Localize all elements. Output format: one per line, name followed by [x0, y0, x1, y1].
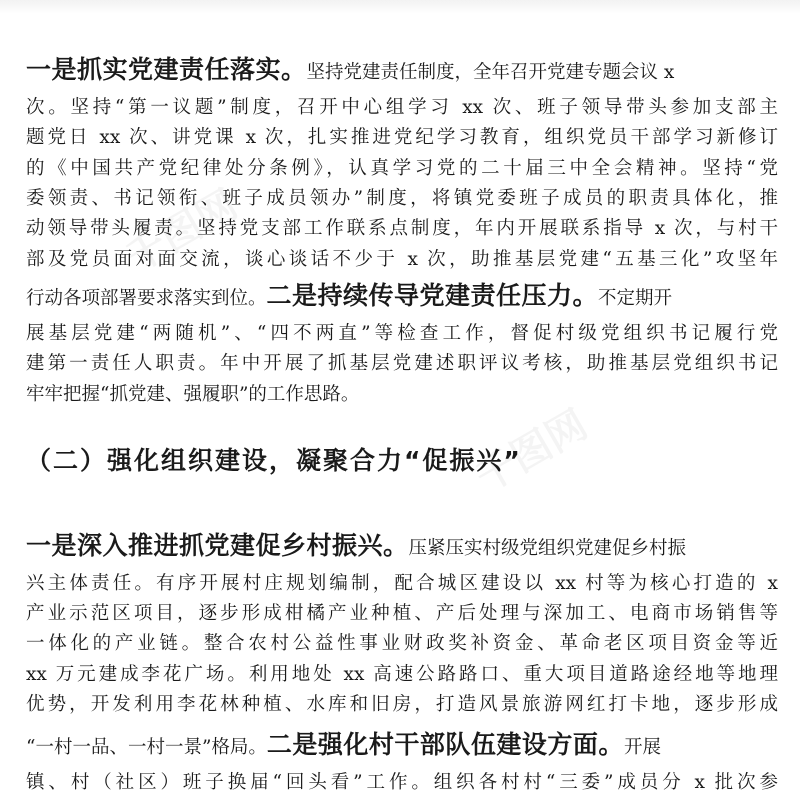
paragraph-line [26, 55, 675, 85]
top-edge [0, 0, 800, 14]
paragraph-line [26, 281, 673, 311]
paragraph-text: 不定期开 [598, 288, 673, 309]
paragraph-text: “一村一品、一村一景”格局。 [26, 737, 267, 758]
paragraph-line: 题党日 xx 次、讲党课 x 次，扎实推进党纪学习教育，组织党员干部学习新修订 [26, 127, 778, 148]
paragraph-line: 牢牢把握“抓党建、强履职”的工作思路。 [26, 384, 360, 405]
paragraph-heading: 二是强化村干部队伍建设方面。 [266, 730, 624, 759]
paragraph-line: 建第一责任人职责。年中开展了抓基层党建述职评议考核，助推基层党组织书记 [26, 353, 778, 374]
paragraph-line: 产业示范区项目，逐步形成柑橘产业种植、产后处理与深加工、电商市场销售等 [26, 603, 778, 624]
paragraph-text: 坚持党建责任制度，全年召开党建专题会议 x [306, 62, 675, 83]
paragraph-line: 委领责、书记领衔、班子成员领办”制度，将镇党委班子成员的职责具体化，推 [26, 188, 778, 209]
paragraph-line [26, 531, 687, 561]
paragraph-text: 开展 [623, 737, 661, 758]
paragraph-text: 行动各项部署要求落实到位。 [26, 288, 267, 309]
paragraph-line: 优势，开发利用李花林种植、水库和旧房，打造风景旅游网红打卡地，逐步形成 [26, 694, 778, 715]
paragraph-heading: 二是持续传导党建责任压力。 [266, 281, 599, 310]
paragraph-line: 展基层党建“两随机”、“四不两直”等检查工作，督促村级党组织书记履行党 [26, 323, 778, 344]
paragraph-line: 一体化的产业链。整合农村公益性事业财政奖补资金、革命老区项目资金等近 [26, 633, 778, 654]
paragraph-line: 的《中国共产党纪律处分条例》，认真学习党的二十届三中全会精神。坚持“党 [26, 158, 778, 179]
section-title: （二）强化组织建设，凝聚合力“促振兴” [26, 446, 522, 475]
paragraph-line [26, 730, 661, 760]
paragraph-heading: 一是抓实党建责任落实。 [26, 55, 307, 84]
paragraph-heading: 一是深入推进抓党建促乡村振兴。 [26, 531, 409, 560]
paragraph-line: 部及党员面对面交流，谈心谈话不少于 x 次，助推基层党建“五基三化”攻坚年 [26, 249, 778, 270]
paragraph-line: 次。坚持“第一议题”制度，召开中心组学习 xx 次、班子领导带头参加支部主 [26, 97, 778, 118]
paragraph-text: 压紧压实村级党组织党建促乡村振 [408, 538, 687, 559]
paragraph-line: 动领导带头履责。坚持党支部工作联系点制度，年内开展联系指导 x 次，与村干 [26, 218, 778, 239]
paragraph-line: 兴主体责任。有序开展村庄规划编制，配合城区建设以 xx 村等为核心打造的 x [26, 573, 778, 594]
paragraph-line: 镇、村（社区）班子换届“回头看”工作。组织各村村“三委”成员分 x 批次参 [26, 772, 778, 793]
paragraph-line: xx 万元建成李花广场。利用地处 xx 高速公路路口、重大项目道路途经地等地理 [26, 664, 778, 685]
